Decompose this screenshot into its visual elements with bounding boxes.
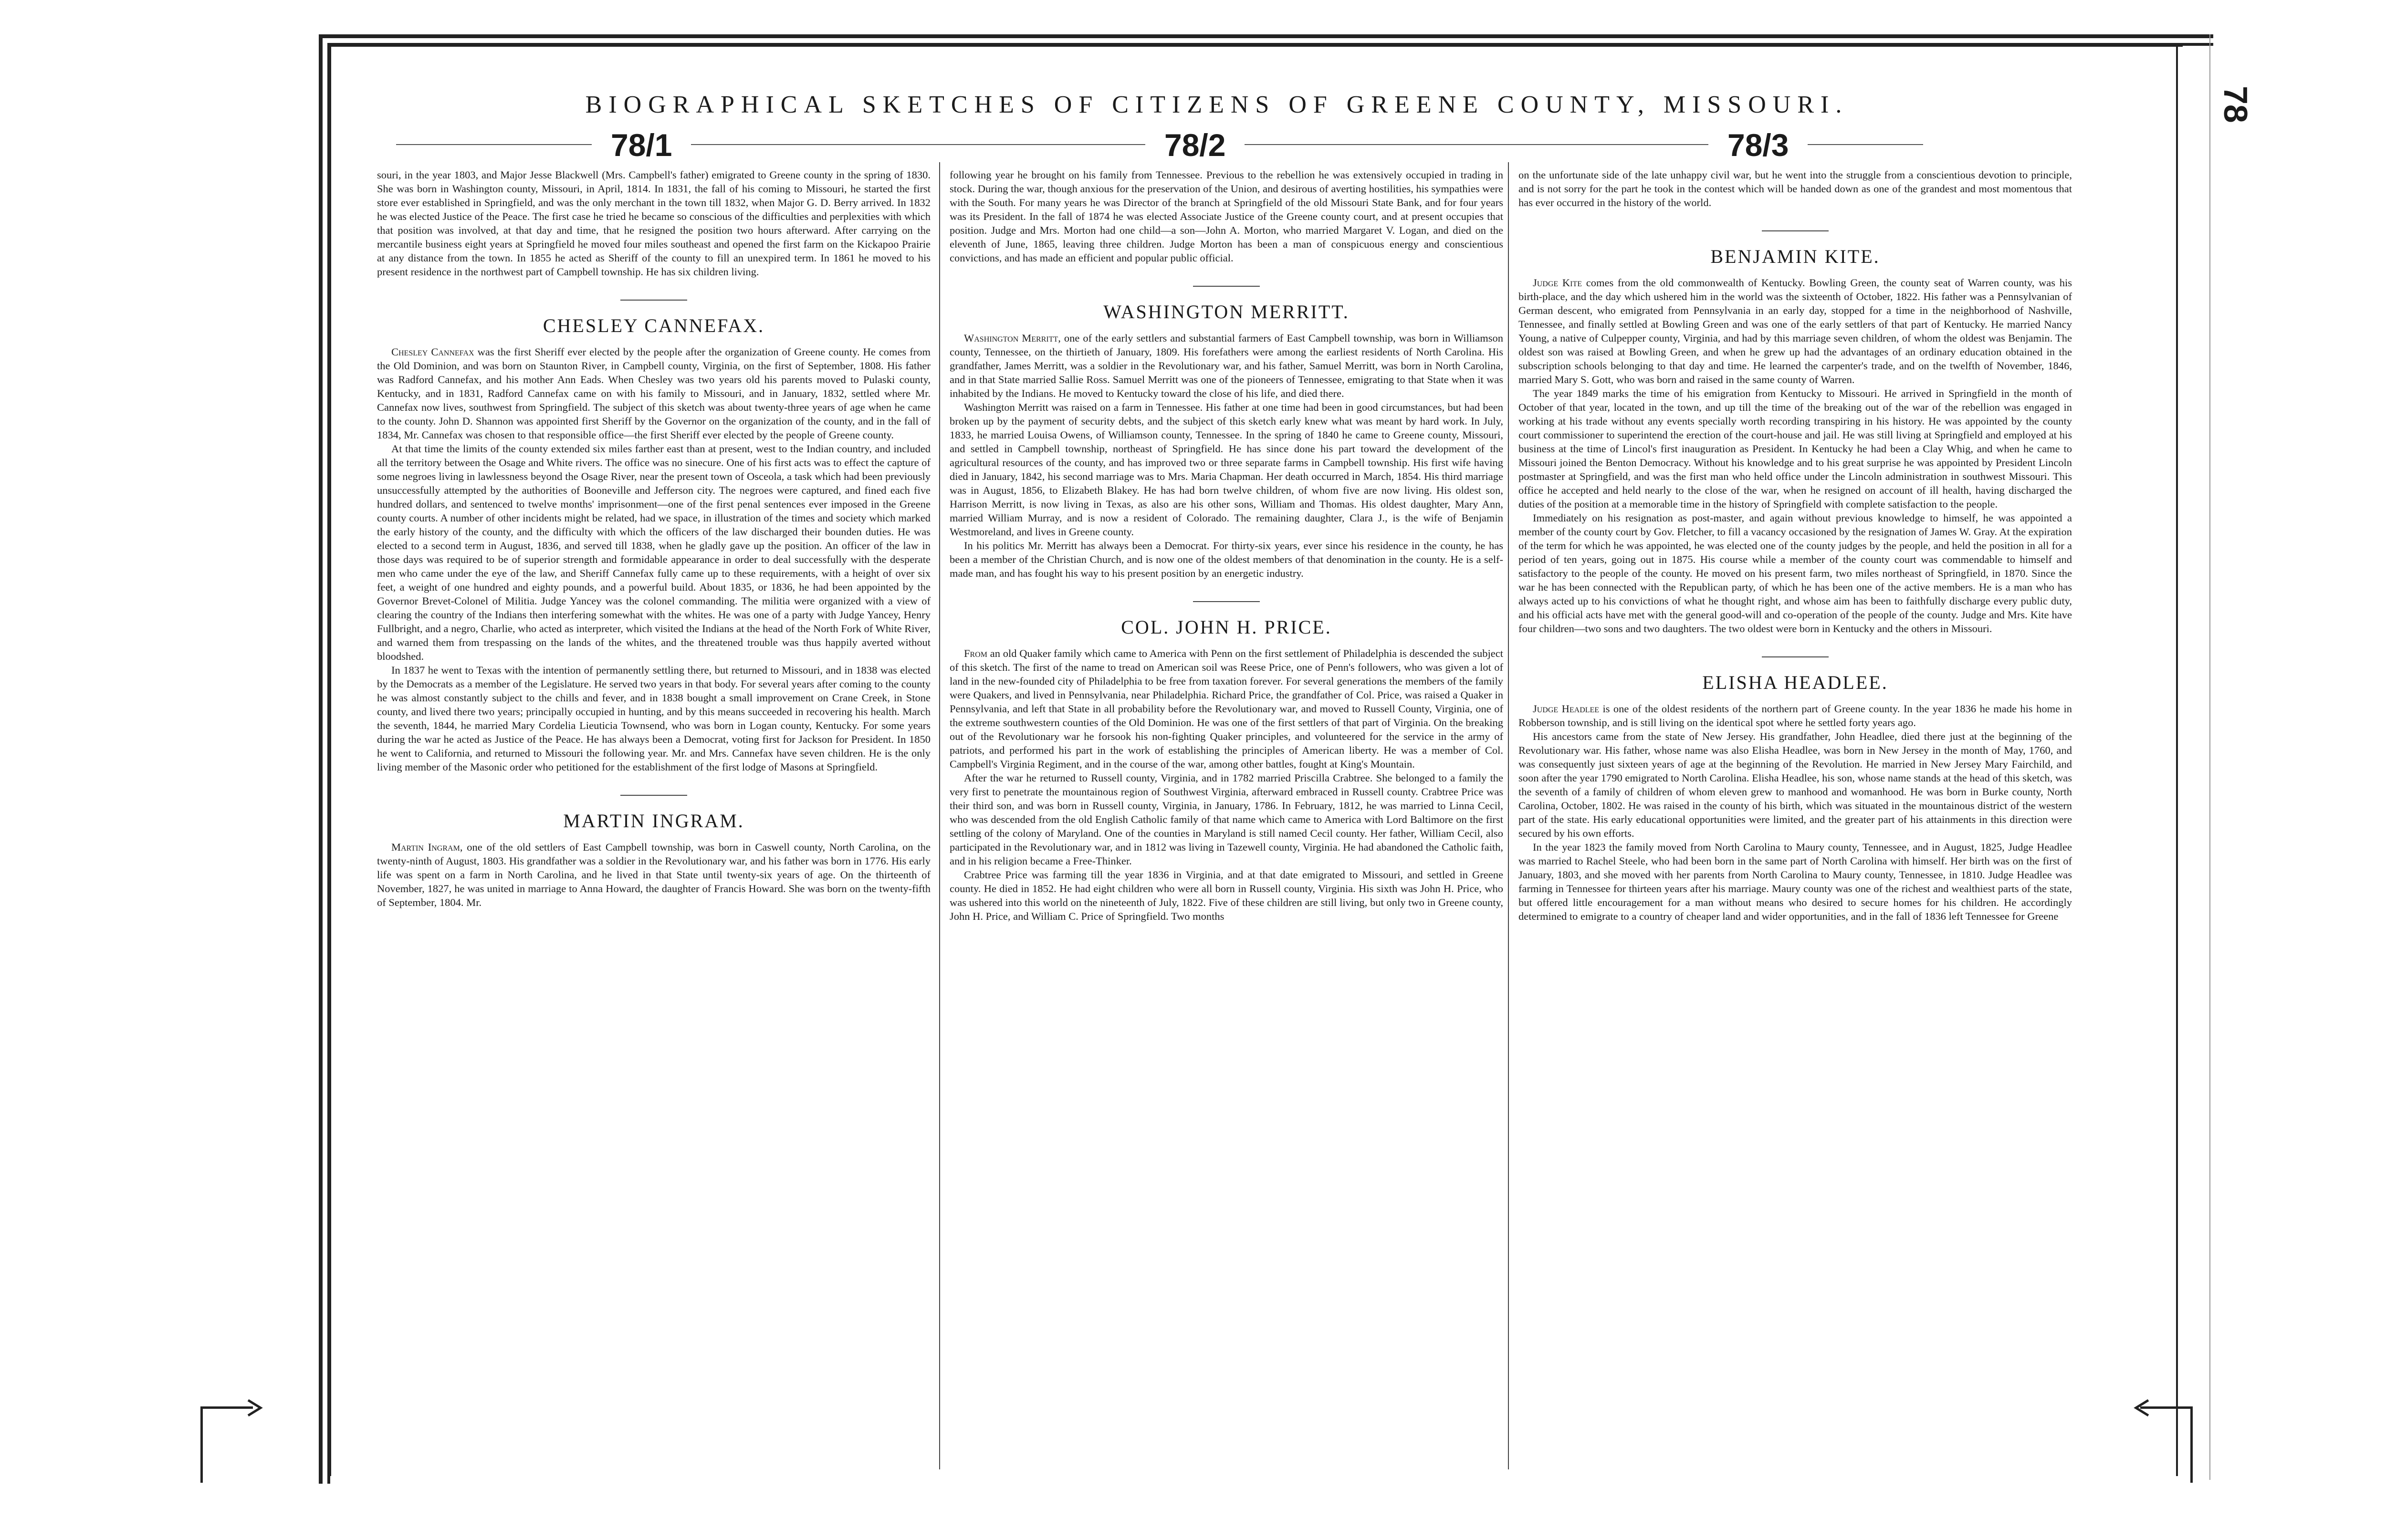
cannefax-paragraph-2: At that time the limits of the county extended six miles farther east than at present, west to the Indian country, and included all the territory between the Osage and White rivers. The office was no sinecure. One of his first acts was to effect the capture of some negroes living in lawlessness beyond the Osage River, near the present town of Osceola, a task which had been previously unsuccessfully attempted by the authorities of Booneville and Jefferson city. The negroes were captured, and fined each five hundred dollars, and sentenced to twelve months' imprisonment—one of the first penal sentences ever imposed in the Greene county courts. A number of other incidents might be related, had we space, in illustration of the times and society which marked the early history of the county, and the difficulty with which the officers of the law discharged their bounden duties. He was elected to a second term in August, 1836, and served till 1838, when he gladly gave up the position. An officer of the law in those days was required to be of superior strength and formidable appearance in order to deal successfully with the desperate men who came under the eye of the law, and Sheriff Cannefax fully came up to these requirements, with a height of over six feet, a weight of one hundred and eighty pounds, and a powerful build. About 1835, or 1836, he had been appointed by the Governor Brevet-Colonel of Militia. Judge Yancey was the colonel commanding. The militia were organized with a view of clearing the country of the Indians then interfering somewhat with the whites. He was one of a party with Judge Yancey, Henry Fullbright, and a negro, Charlie, who acted as interpreter, which visited the Indians at the head of the North Fork of White River, and warned them from trespassing on the lands of the whites, and the threatened trouble was thus happily averted without bloodshed.: [377, 443, 931, 662]
side-page-number: 78: [2217, 86, 2254, 123]
column-1: [377, 168, 931, 909]
page-header: BIOGRAPHICAL SKETCHES OF CITIZENS OF GREENE COUNTY, MISSOURI.: [585, 91, 1849, 118]
heading-chesley-cannefax: CHESLEY CANNEFAX.: [377, 300, 931, 333]
heading-elisha-headlee: ELISHA HEADLEE.: [1518, 656, 2072, 689]
column-2: [950, 168, 1503, 923]
column-divider-1: [939, 162, 940, 1469]
page-edge-right: [2209, 34, 2210, 1480]
frame-rule-right: [2176, 45, 2178, 1476]
price-paragraph-2: After the war he returned to Russell county, Virginia, and in 1782 married Priscilla Crabtree. She belonged to a family the very first to penetrate the mountainous region of Southwest Virginia, afterward embraced in Russell county. Crabtree Price was their third son, and was born in Russell county, Virginia, in January, 1786. In February, 1812, he was married to Linna Cecil, who was descended from the old English Catholic family of that name which came to America with Lord Baltimore on the first settling of the colony of Maryland. One of the counties in Maryland is still named Cecil county. Her father, William Cecil, also participated in the Revolutionary war, and in 1812 was living in Tazewell county, Virginia. He had abandoned the Catholic faith, and in his religion became a Free-Thinker.: [950, 772, 1503, 867]
headlee-paragraph-1: is one of the oldest residents of the northern part of Greene county. In the year 1836 he made his home in Robberson township, and is still living on the identical spot where he settled forty years ago.: [1518, 703, 2072, 728]
column-divider-2: [1508, 162, 1509, 1469]
campbell-continued-text: souri, in the year 1803, and Major Jesse Blackwell (Mrs. Campbell's father) emigrated to Greene county in the spring of 1830. She was born in Washington county, Missouri, in April, 1814. In 1831, the fall of his coming to Missouri, he started the first store ever established in Springfield, and was the only merchant in the town till 1832, when Major G. D. Berry arrived. In 1832 he was elected Justice of the Peace. The first case he tried he became so conscious of the difficulties and perplexities with which that position was involved, at that day and time, that he resigned the position two hours afterward. After carrying on the mercantile business eight years at Springfield he moved four miles southeast and opened the first farm on the Kickapoo Prairie at any distance from the town. In 1855 he acted as Sheriff of the county to fill an unexpired term. In 1861 he moved to his present residence in the northwest part of Campbell township. He has six children living.: [377, 169, 931, 278]
heading-washington-merritt: WASHINGTON MERRITT.: [950, 286, 1503, 319]
cannefax-paragraph-1: was the first Sheriff ever elected by the people after the organization of Greene county. He comes from the Old Dominion, and was born on Staunton River, in Campbell county, Virginia, on the first of September, 1808. His father was Radford Cannefax, and his mother Ann Eads. When Chesley was two years old his parents moved to Pulaski county, Kentucky, and in 1831, Radford Cannefax came on with his family to Missouri, and in January, 1832, settled where Mr. Cannefax now lives, southwest from Springfield. The subject of this sketch was about twenty-three years of age when he came to the county. John D. Shannon was appointed first Sheriff by the Governor on the organization of the county, and in the fall of 1834, Mr. Cannefax was chosen to that responsible office—the first Sheriff ever elected by the people of Greene county.: [377, 346, 931, 441]
page-number-1: 78/1: [592, 127, 691, 163]
morton-continued-text: following year he brought on his family from Tennessee. Previous to the rebellion he was extensively occupied in trading in stock. During the war, though anxious for the preservation of the Union, and desirous of averting hostilities, his sympathies were with the South. For many years he was Director of the branch at Springfield of the old Missouri State Bank, and for four years was its President. In the fall of 1874 he was elected Associate Justice of the Greene county court, and at present occupies that position. Judge and Mrs. Morton had one child—a son—John A. Morton, who married Margaret V. Logan, and died on the eleventh of June, 1865, leaving three children. Judge Morton has been a man of conspicuous energy and conscientious convictions, and has made an efficient and popular public official.: [950, 169, 1503, 264]
merritt-paragraph-2: Washington Merritt was raised on a farm in Tennessee. His father at one time had been in good circumstances, but had been broken up by the payment of security debts, and the subject of this sketch early knew what was meant by hard work. In July, 1833, he married Louisa Owens, of Williamson county, Tennessee. In the spring of 1840 he came to Greene county, Missouri, and settled in Campbell township, northeast of Springfield. He has since done his part toward the development of the agricultural resources of the county, and has improved two or three separate farms in Campbell township. His first wife having died in January, 1842, his second marriage was to Mrs. Maria Chapman. Her death occurred in March, 1854. His third marriage was in August, 1856, to Elizabeth Blakey. He has had born twelve children, of whom five are now living. His oldest son, Harrison Merritt, is now living in Texas, as also are his other sons, William and Thomas. His oldest daughter, Mary Ann, married William Murray, and is now a resident of Colorado. The remaining daughter, Clara J., is the wife of Benjamin Westmoreland, and lives in Greene county.: [950, 401, 1503, 538]
ingram-paragraph-1: , one of the old settlers of East Campbell township, was born in Caswell county, North Carolina, on the twenty-ninth of August, 1803. His grandfather was a soldier in the Revolutionary war, and his father was born in 1776. His early life was spent on a farm in North Carolina, and he lived in that State until twenty-six years of age. On the thirteenth of November, 1827, he was united in marriage to Anna Howard, the daughter of Francis Howard. She was born on the twenty-fifth of September, 1804. Mr.: [377, 841, 931, 908]
kite-paragraph-1: comes from the old commonwealth of Kentucky. Bowling Green, the county seat of Warren county, was his birth-place, and the day which ushered him in the world was the sixteenth of October, 1822. His father was a Pennsylvanian of German descent, who emigrated from Pennsylvania in an early day, stopped for a time in the neighborhood of Nashville, Tennessee, and finally settled at Bowling Green and was one of the early settlers of that part of Kentucky. He married Nancy Young, a native of Culpepper county, Virginia, and had by this marriage seven children, of whom the oldest was Benjamin. The oldest son was raised at Bowling Green, and when he grew up had the advantages of an ordinary education obtained in the subscription schools belonging to that day and time. He learned the carpenter's trade, and on the twelfth of November, 1846, married Mary S. Gott, who was born and raised in the same county of Warren.: [1518, 277, 2072, 385]
merritt-paragraph-1: , one of the early settlers and substantial farmers of East Campbell township, was born in Williamson county, Tennessee, on the thirtieth of January, 1809. His forefathers were among the earliest residents of North Carolina. His grandfather, James Merritt, was a soldier in the Revolutionary war, and his father, Samuel Merritt, was born in North Carolina, and in that State married Sallie Ross. Samuel Merritt was one of the pioneers of Tennessee, emigrating to that State when it was inhabited by the Indians. He moved to Kentucky toward the close of his life, and died there.: [950, 332, 1503, 399]
price-paragraph-3: Crabtree Price was farming till the year 1836 in Virginia, and at that date emigrated to Missouri, and settled in Greene county. He died in 1852. He had eight children who were all born in Russell county, Virginia. His sixth was John H. Price, who was ushered into this world on the nineteenth of July, 1822. Five of these children are still living, but only two in Greene county, John H. Price, and William C. Price of Springfield. Two months: [950, 869, 1503, 922]
kite-paragraph-3: Immediately on his resignation as post-master, and again without previous knowledge to himself, he was appointed a member of the county court by Gov. Fletcher, to fill a vacancy occasioned by the resignation of James W. Gray. At the expiration of the term for which he was appointed, he was elected one of the county judges by the people, and held the position in all for a period of ten years, going out in 1875. His course while a member of the county court was commendable to himself and satisfactory to the people of the county. He moved on his present farm, two miles northeast of Springfield, in 1870. Since the war he has been connected with the Republican party, of which he has been one of the active members. He is a man who has always acted up to his convictions of what he thought right, and whose aim has been to faithfully discharge every public duty, and his official acts have met with the general good-will and co-operation of the people of the county. Judge and Mrs. Kite have four children—two sons and two daughters. The two oldest were born in Kentucky and the others in Missouri.: [1518, 512, 2072, 635]
page-number-3: 78/3: [1708, 127, 1808, 163]
price-paragraph-1: an old Quaker family which came to America with Penn on the first settlement of Philadelphia is descended the subject of this sketch. The first of the name to tread on American soil was Reese Price, one of Penn's followers, who was given a lot of land in the new-founded city of Philadelphia to be free from taxation forever. For several generations the members of the family were Quakers, and lived in Pennsylvania, near Philadelphia. Richard Price, the grandfather of Col. Price, was raised a Quaker in Pennsylvania, and left that State in all probability before the Revolutionary war, and moved to Russell County, Virginia, one of the extreme southwestern counties of the Old Dominion. He was one of the first settlers of that part of Virginia. On the breaking out of the Revolutionary war he forsook his non-fighting Quaker principles, and volunteered for the service in the army of patriots, and performed his part in the work of establishing the principles of American liberty. He was a member of Col. Campbell's Virginia Regiment, and in the course of the war, among other battles, fought at King's Mountain.: [950, 647, 1503, 770]
headlee-paragraph-2: His ancestors came from the state of New Jersey. His grandfather, John Headlee, died there just at the beginning of the Revolutionary war. His father, whose name was also Elisha Headlee, was born in New Jersey in the month of May, 1760, and was consequently just sixteen years of age at the beginning of the Revolution. He married in New Jersey Mary Fairchild, and soon after the year 1790 emigrated to North Carolina. Elisha Headlee, his son, whose name stands at the head of this sketch, was the seventh of a family of children of whom eleven grew to manhood and womanhood. He was born in Burke county, North Carolina, October, 1802. He was raised in the county of his birth, which was situated in the mountainous district of the western part of the state. His early educational opportunities were limited, and the greater part of his attainments in this direction were secured by his own efforts.: [1518, 730, 2072, 839]
cannefax-lead-name: Chesley Cannefax: [391, 346, 474, 358]
left-arrow-icon: [2132, 1398, 2151, 1417]
headlee-lead-name: Judge Headlee: [1533, 703, 1600, 715]
merritt-paragraph-3: In his politics Mr. Merritt has always been a Democrat. For thirty-six years, ever since his residence in the county, he has been a member of the Christian Church, and is now one of the oldest members of that denomination in the county. He is a self-made man, and has fought his way to his present position by an energetic industry.: [950, 540, 1503, 579]
frame-rule-left: [329, 45, 331, 1476]
heading-benjamin-kite: BENJAMIN KITE.: [1518, 230, 2072, 263]
heading-col-john-h-price: COL. JOHN H. PRICE.: [950, 601, 1503, 634]
right-arrow-icon: [246, 1398, 265, 1417]
frame-rule-top: [329, 45, 2183, 47]
ingram-lead-name: Martin Ingram: [391, 841, 460, 853]
headlee-paragraph-3: In the year 1823 the family moved from North Carolina to Maury county, Tennessee, and in August, 1825, Judge Headlee was married to Rachel Steele, who had been born in the same part of North Carolina with himself. Her birth was on the first of January, 1803, and she moved with her parents from North Carolina to Maury county, Tennessee, in 1810. Judge Headlee was farming in Tennessee for thirteen years after his marriage. Maury county was one of the richest and wealthiest parts of the state, but offered little encouragement for a man without means who desired to secure homes for his children. He accordingly determined to emigrate to a country of cheaper land and wider opportunities, and in the fall of 1836 left Tennessee for Greene: [1518, 841, 2072, 922]
price-lead-word: From: [964, 647, 987, 659]
kite-paragraph-2: The year 1849 marks the time of his emigration from Kentucky to Missouri. He arrived in Springfield in the month of October of that year, located in the town, and up till the time of the breaking out of the war of the rebellion was engaged in working at his trade without any events specially worth recording transpiring in his history. He was appointed by the county court commissioner to superintend the erection of the court-house and jail. He was still living at Springfield and employed at his business at the time of Lincol's first inauguration as President. In Kentucky he had been a Clay Whig, and when he came to Missouri joined the Benton Democracy. Without his knowledge and to his great surprise he was appointed by President Lincoln postmaster at Springfield, and was the first man who held office under the Lincoln administration in southwest Missouri. This office he accepted and held nearly to the close of the war, when he resigned on account of ill health, having discharged the duties of the position at a memorable time in the history of Springfield with complete satisfaction to the people.: [1518, 387, 2072, 510]
heading-martin-ingram: MARTIN INGRAM.: [377, 795, 931, 828]
column-3: [1518, 168, 2072, 923]
cannefax-paragraph-3: In 1837 he went to Texas with the intention of permanently settling there, but returned to Missouri, and in 1838 was elected by the Democrats as a member of the Legislature. He served two years in that body. For several years after coming to the county he was almost constantly subject to the chills and fever, and in 1838 bought a small improvement on Crane Creek, in Stone county, and lived there two years; principally occupied in hunting, and by this means succeeded in recovering his health. March the seventh, 1844, he married Mary Cordelia Lieuticia Townsend, who was born in Logan county, Kentucky. For some years during the war he acted as Justice of the Peace. He has always been a Democrat, voting first for Jackson for President. In 1850 he went to California, and returned to Missouri the following year. Mr. and Mrs. Cannefax have seven children. He is the only living member of the Masonic order who petitioned for the establishment of the first lodge of Masons at Springfield.: [377, 664, 931, 773]
merritt-lead-name: Washington Merritt: [964, 332, 1058, 344]
kite-lead-name: Judge Kite: [1533, 277, 1582, 289]
page-number-2: 78/2: [1145, 127, 1245, 163]
price-continued-text: on the unfortunate side of the late unhappy civil war, but he went into the struggle from a conscientious devotion to principle, and is not sorry for the part he took in the contest which will be handed down as one of the grandest and most momentous that has ever occurred in the history of the world.: [1518, 169, 2072, 208]
